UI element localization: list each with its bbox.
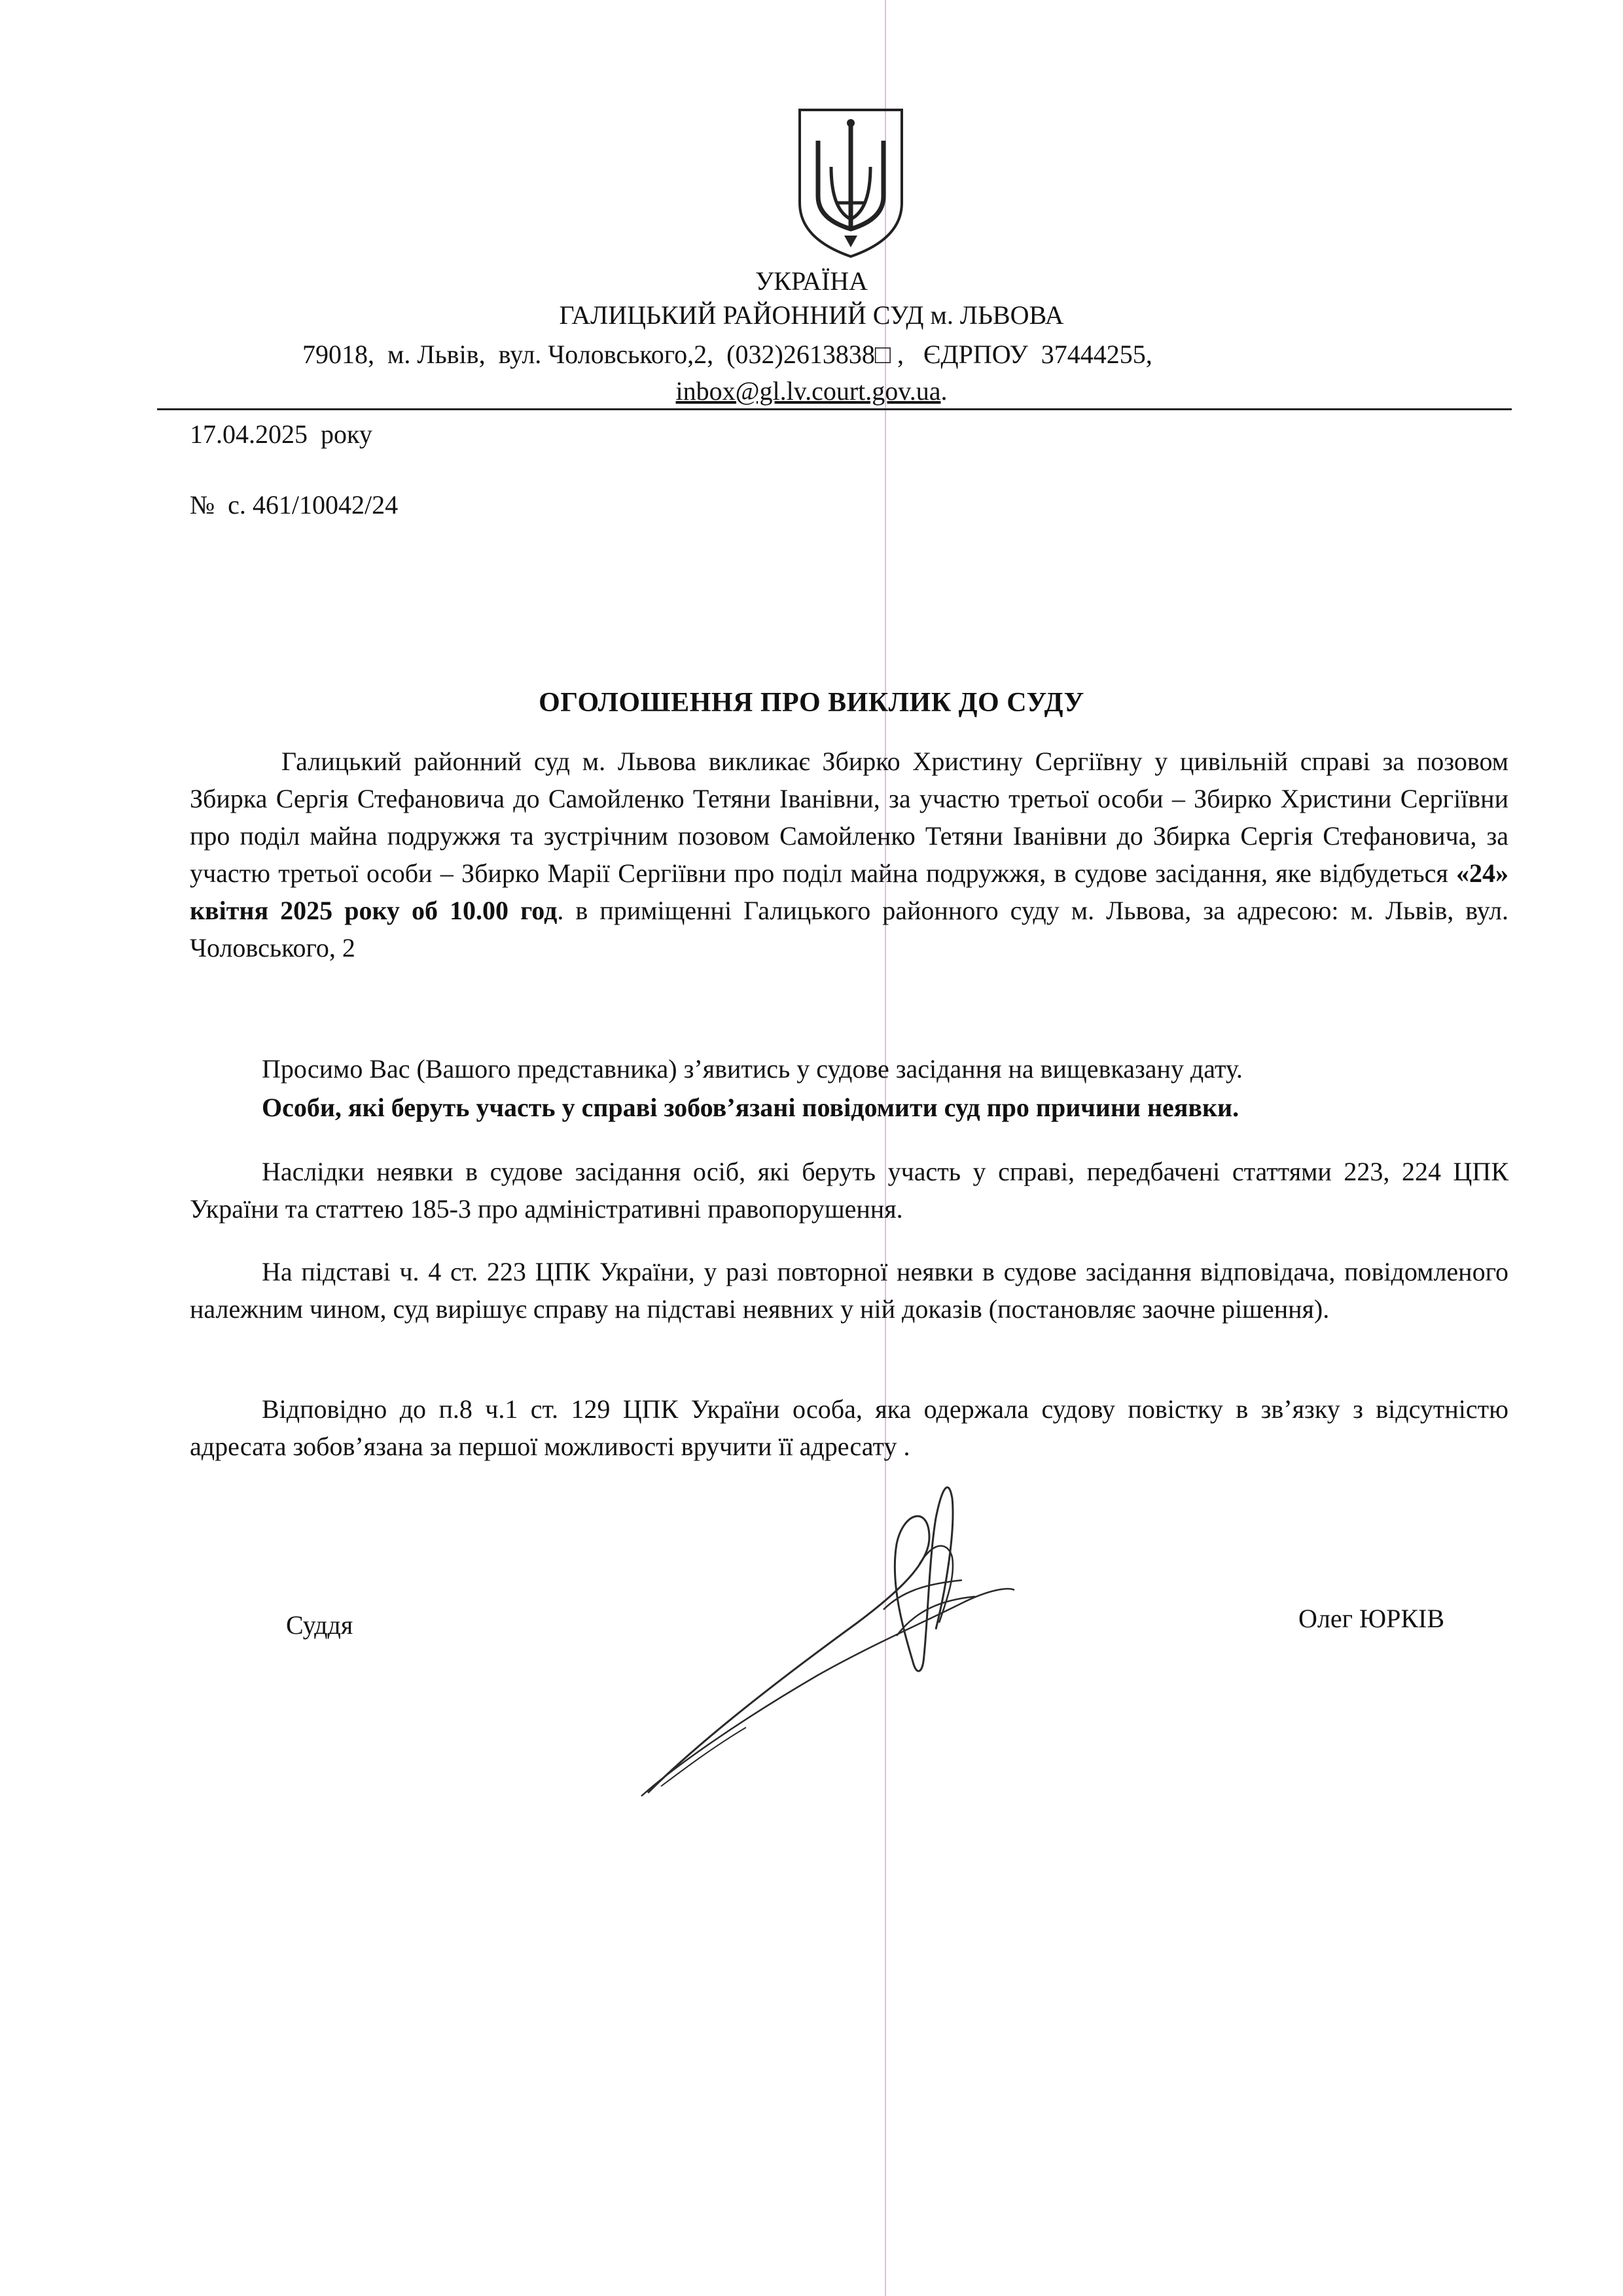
paragraph-consequences: Наслідки неявки в судове засідання осіб, які беруть участь у справі, передбачені статтями 223, 224 ЦПК України та статтею 185-3 про адміністративні правопорушення.	[190, 1157, 1508, 1224]
court-address: 79018, м. Львів, вул. Чоловського,2, (032)2613838□ , ЄДРПОУ 37444255,	[302, 340, 1152, 369]
paragraph-summons	[190, 743, 1508, 966]
email-suffix: .	[940, 376, 948, 406]
court-email-line	[0, 376, 1623, 406]
paragraph-obligation: Особи, які беруть участь у справі зобов’язані повідомити суд про причини неявки.	[262, 1093, 1240, 1122]
court-email-link[interactable]: inbox@gl.lv.court.gov.ua	[675, 376, 941, 406]
paragraph-delivery: Відповідно до п.8 ч.1 ст. 129 ЦПК України особа, яка одержала судову повістку в зв’язку з відсутністю адресата зобов’язана за першої можливості вручити її адресату .	[190, 1394, 1508, 1461]
header-divider	[157, 408, 1512, 410]
coat-of-arms-icon	[792, 105, 910, 262]
summons-text-start: Галицький районний суд м. Львова викликає Збирко Христину Сергіївну у цивільній справі за позовом Збирка Сергія Стефановича до Самойленко Тетяни Іванівни, за участю третьої особи – Збирко Христини Сергіївни про поділ майна подружжя та зустрічним позовом Самойленко Тетяни Іванівни до Збирка Сергія Стефановича, за участю третьої особи – Збирко Марії Сергіївни про поділ майна подружжя, в судове засідання, яке відбудеться	[190, 747, 1508, 888]
judge-name: Олег ЮРКІВ	[1298, 1604, 1445, 1633]
document-title: ОГОЛОШЕННЯ ПРО ВИКЛИК ДО СУДУ	[539, 688, 1084, 718]
paragraph-default-judgment: На підставі ч. 4 ст. 223 ЦПК України, у разі повторної неявки в судове засідання відповідача, повідомленого належним чином, суд вирішує справу на підставі неявних у ній доказів (постановляє заочне рішення).	[190, 1257, 1508, 1324]
case-number: № с. 461/10042/24	[190, 490, 399, 520]
judge-role: Суддя	[286, 1610, 353, 1640]
handwritten-signature	[622, 1459, 1027, 1806]
court-name: ГАЛИЦЬКИЙ РАЙОННИЙ СУД м. ЛЬВОВА	[559, 300, 1064, 330]
paragraph-request: Просимо Вас (Вашого представника) з’явитись у судове засідання на вищевказану дату.	[262, 1054, 1243, 1084]
country-name: УКРАЇНА	[755, 266, 868, 296]
hearing-datetime: «24» квітня 2025 року об 10.00 год	[190, 858, 1508, 925]
document-date: 17.04.2025 року	[190, 419, 372, 449]
summons-text-end: . в приміщенні Галицького районного суду м. Львова, за адресою: м. Львів, вул. Чоловського, 2	[190, 896, 1508, 963]
